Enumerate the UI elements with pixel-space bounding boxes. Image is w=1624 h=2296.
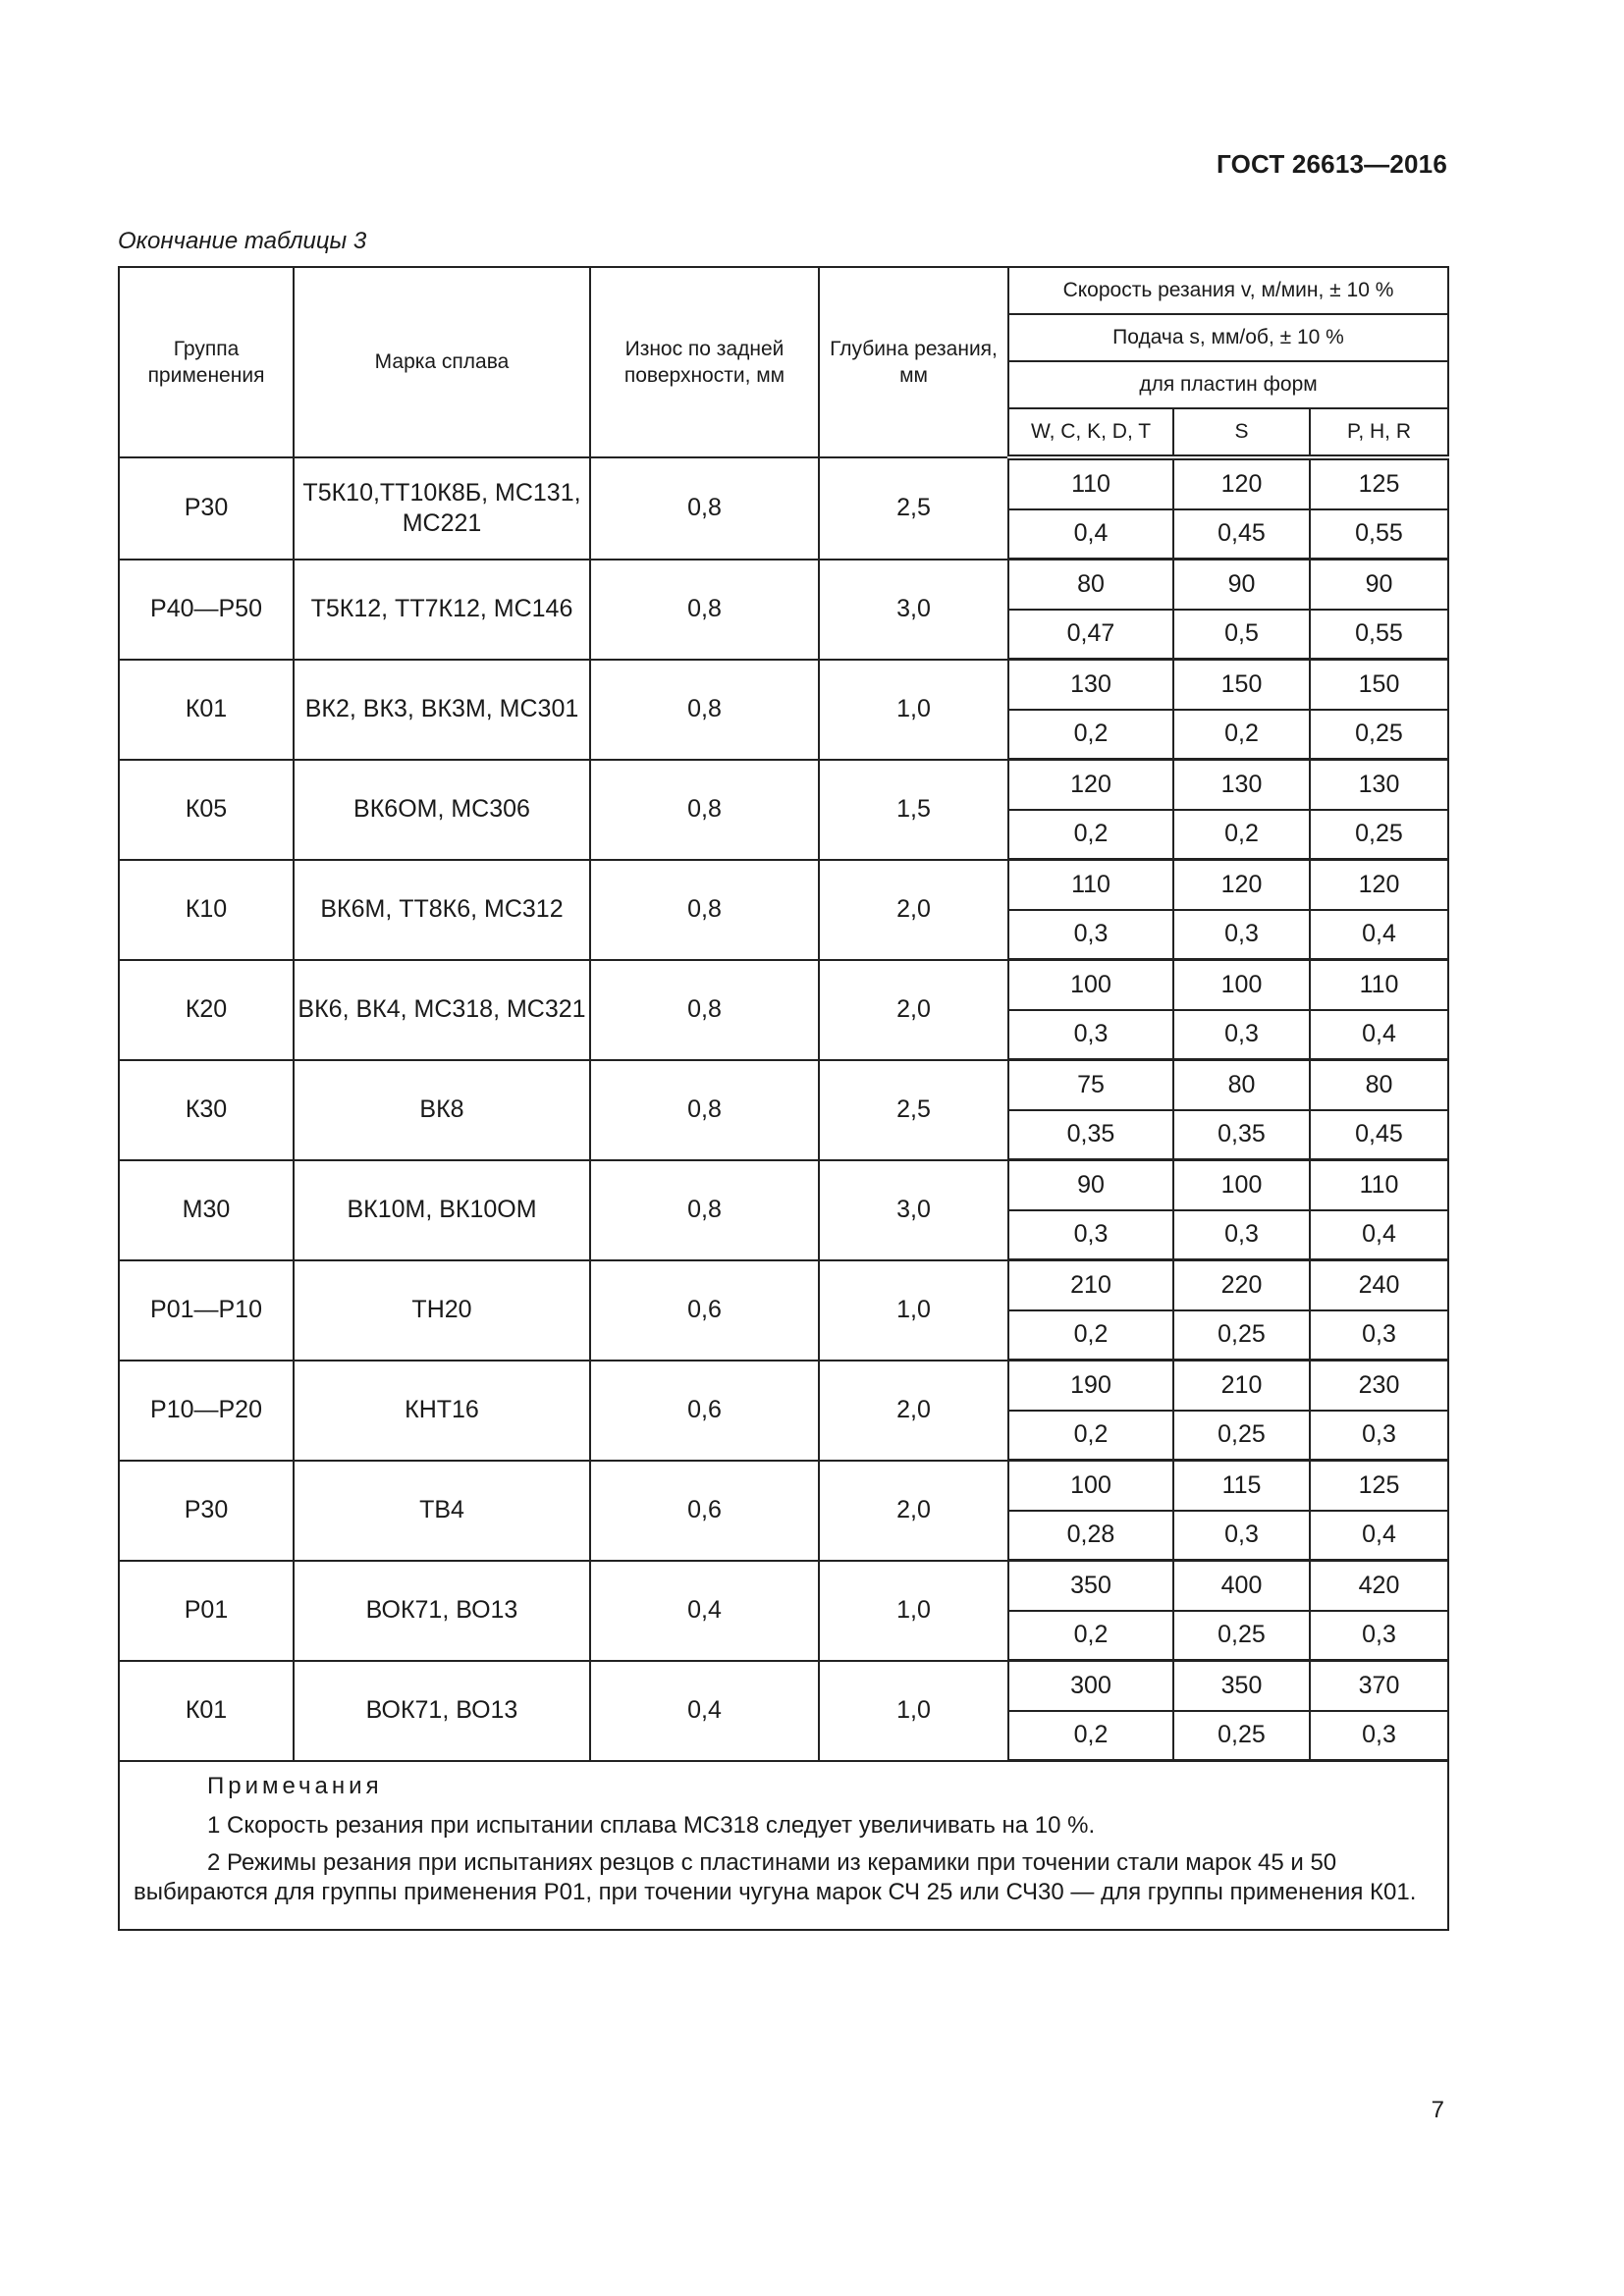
notes-row — [119, 1761, 1448, 1931]
cell-speed: 150 — [1173, 660, 1310, 710]
cell-speed: 120 — [1173, 860, 1310, 910]
cell-feed: 0,35 — [1008, 1110, 1173, 1160]
cell-wear: 0,8 — [590, 760, 819, 860]
cell-feed: 0,2 — [1008, 1711, 1173, 1761]
cell-wear: 0,8 — [590, 560, 819, 660]
note-1: 1 Скорость резания при испытании сплава МС318 следует увеличивать на 10 %. — [207, 1812, 1096, 1839]
cell-depth: 2,0 — [819, 860, 1008, 960]
header-shape-phr: P, H, R — [1310, 408, 1448, 457]
table-row — [119, 1561, 1448, 1611]
cell-speed: 120 — [1008, 760, 1173, 810]
cell-wear: 0,4 — [590, 1561, 819, 1661]
notes-heading: Примечания — [207, 1773, 383, 1799]
cell-feed: 0,25 — [1310, 710, 1448, 760]
cell-speed: 130 — [1008, 660, 1173, 710]
cell-speed: 370 — [1310, 1661, 1448, 1711]
cell-speed: 90 — [1310, 560, 1448, 610]
cell-depth: 3,0 — [819, 560, 1008, 660]
cell-speed: 220 — [1173, 1260, 1310, 1310]
cell-speed: 90 — [1173, 560, 1310, 610]
table-body — [119, 457, 1448, 1930]
table-row — [119, 1060, 1448, 1110]
document-id: ГОСТ 26613—2016 — [1217, 149, 1447, 179]
cell-group: Р40—Р50 — [119, 560, 294, 660]
cell-speed: 80 — [1310, 1060, 1448, 1110]
cell-group: Р10—Р20 — [119, 1361, 294, 1461]
cell-depth: 2,5 — [819, 1060, 1008, 1160]
cell-feed: 0,45 — [1310, 1110, 1448, 1160]
cell-feed: 0,25 — [1173, 1711, 1310, 1761]
cell-feed: 0,4 — [1310, 1210, 1448, 1260]
cell-speed: 350 — [1173, 1661, 1310, 1711]
cell-speed: 125 — [1310, 1461, 1448, 1511]
cell-wear: 0,8 — [590, 960, 819, 1060]
cell-speed: 120 — [1173, 457, 1310, 509]
cell-alloy: ТН20 — [294, 1260, 590, 1361]
cell-speed: 420 — [1310, 1561, 1448, 1611]
cell-feed: 0,55 — [1310, 610, 1448, 660]
cell-depth: 1,5 — [819, 760, 1008, 860]
cell-speed: 150 — [1310, 660, 1448, 710]
header-wear: Износ по задней поверхности, мм — [590, 267, 819, 457]
table-row — [119, 960, 1448, 1010]
cell-feed: 0,3 — [1173, 1511, 1310, 1561]
cell-alloy: Т5К10,ТТ10К8Б, МС131, МС221 — [294, 457, 590, 560]
cell-alloy: ТВ4 — [294, 1461, 590, 1561]
header-group: Группа применения — [119, 267, 294, 457]
table-row — [119, 660, 1448, 710]
header-feed: Подача s, мм/об, ± 10 % — [1008, 314, 1448, 361]
cell-feed: 0,5 — [1173, 610, 1310, 660]
cell-group: К01 — [119, 1661, 294, 1761]
cell-speed: 210 — [1173, 1361, 1310, 1411]
cell-speed: 90 — [1008, 1160, 1173, 1210]
cell-feed: 0,25 — [1173, 1411, 1310, 1461]
cell-depth: 1,0 — [819, 660, 1008, 760]
cell-feed: 0,25 — [1173, 1310, 1310, 1361]
cell-alloy: ВОК71, ВО13 — [294, 1561, 590, 1661]
cell-wear: 0,8 — [590, 660, 819, 760]
cell-speed: 100 — [1008, 960, 1173, 1010]
cell-alloy: ВК6, ВК4, МС318, МС321 — [294, 960, 590, 1060]
cell-group: М30 — [119, 1160, 294, 1260]
page-number: 7 — [1431, 2097, 1444, 2123]
cell-speed: 75 — [1008, 1060, 1173, 1110]
table-row — [119, 760, 1448, 810]
header-shape-wckdt: W, C, K, D, T — [1008, 408, 1173, 457]
cell-feed: 0,2 — [1008, 810, 1173, 860]
cell-depth: 1,0 — [819, 1661, 1008, 1761]
cell-depth: 3,0 — [819, 1160, 1008, 1260]
cell-speed: 100 — [1008, 1461, 1173, 1511]
cell-speed: 400 — [1173, 1561, 1310, 1611]
cell-feed: 0,55 — [1310, 509, 1448, 560]
note-2: 2 Режимы резания при испытаниях резцов с пластинами из керамики при точении стали марок 45 и 50 выбираются для группы применения Р01, при точении чугуна марок СЧ 25 или СЧ30 — для группы применения К01. — [134, 1849, 1417, 1905]
cell-speed: 100 — [1173, 1160, 1310, 1210]
cell-alloy: ВК8 — [294, 1060, 590, 1160]
cell-speed: 130 — [1173, 760, 1310, 810]
cell-alloy: ВК6ОМ, МС306 — [294, 760, 590, 860]
cell-wear: 0,4 — [590, 1661, 819, 1761]
cell-wear: 0,8 — [590, 1060, 819, 1160]
cell-alloy: ВОК71, ВО13 — [294, 1661, 590, 1761]
cell-feed: 0,2 — [1173, 810, 1310, 860]
cell-speed: 120 — [1310, 860, 1448, 910]
cell-feed: 0,3 — [1310, 1611, 1448, 1661]
cell-feed: 0,3 — [1310, 1411, 1448, 1461]
cell-wear: 0,8 — [590, 860, 819, 960]
cell-feed: 0,3 — [1008, 1010, 1173, 1060]
cell-feed: 0,3 — [1310, 1711, 1448, 1761]
cell-depth: 2,0 — [819, 1461, 1008, 1561]
cell-alloy: ВК10М, ВК10ОМ — [294, 1160, 590, 1260]
cell-feed: 0,25 — [1310, 810, 1448, 860]
cell-alloy: ВК6М, ТТ8К6, МС312 — [294, 860, 590, 960]
cell-feed: 0,2 — [1173, 710, 1310, 760]
table-caption: Окончание таблицы 3 — [118, 228, 367, 254]
table-row — [119, 1160, 1448, 1210]
header-alloy: Марка сплава — [294, 267, 590, 457]
cell-feed: 0,2 — [1008, 1310, 1173, 1361]
cell-feed: 0,28 — [1008, 1511, 1173, 1561]
cell-speed: 210 — [1008, 1260, 1173, 1310]
table-row — [119, 560, 1448, 610]
cell-feed: 0,2 — [1008, 710, 1173, 760]
cell-wear: 0,6 — [590, 1260, 819, 1361]
cell-feed: 0,3 — [1008, 1210, 1173, 1260]
table-row — [119, 1461, 1448, 1511]
cell-depth: 1,0 — [819, 1561, 1008, 1661]
cell-feed: 0,2 — [1008, 1611, 1173, 1661]
header-shape-s: S — [1173, 408, 1310, 457]
notes-cell — [119, 1761, 1448, 1931]
cutting-modes-table — [118, 266, 1449, 1931]
table-row — [119, 860, 1448, 910]
cell-group: Р30 — [119, 457, 294, 560]
cell-depth: 2,5 — [819, 457, 1008, 560]
cell-alloy: ВК2, ВК3, ВК3М, МС301 — [294, 660, 590, 760]
cell-group: К01 — [119, 660, 294, 760]
cell-group: Р01—Р10 — [119, 1260, 294, 1361]
cell-group: К20 — [119, 960, 294, 1060]
table-row — [119, 1260, 1448, 1310]
cell-alloy: КНТ16 — [294, 1361, 590, 1461]
cell-feed: 0,3 — [1173, 910, 1310, 960]
cell-wear: 0,6 — [590, 1461, 819, 1561]
cell-speed: 130 — [1310, 760, 1448, 810]
cell-group: Р01 — [119, 1561, 294, 1661]
cell-speed: 110 — [1310, 960, 1448, 1010]
cell-feed: 0,4 — [1008, 509, 1173, 560]
cell-speed: 300 — [1008, 1661, 1173, 1711]
header-speed: Скорость резания v, м/мин, ± 10 % — [1008, 267, 1448, 314]
table-row — [119, 1361, 1448, 1411]
table-row — [119, 1661, 1448, 1711]
cell-wear: 0,6 — [590, 1361, 819, 1461]
cell-group: К05 — [119, 760, 294, 860]
cell-feed: 0,47 — [1008, 610, 1173, 660]
cell-feed: 0,2 — [1008, 1411, 1173, 1461]
cell-feed: 0,3 — [1173, 1010, 1310, 1060]
cell-feed: 0,3 — [1310, 1310, 1448, 1361]
cell-feed: 0,3 — [1173, 1210, 1310, 1260]
cell-wear: 0,8 — [590, 1160, 819, 1260]
cell-speed: 350 — [1008, 1561, 1173, 1611]
cell-feed: 0,45 — [1173, 509, 1310, 560]
cell-speed: 125 — [1310, 457, 1448, 509]
cell-alloy: Т5К12, ТТ7К12, МС146 — [294, 560, 590, 660]
cell-feed: 0,4 — [1310, 1010, 1448, 1060]
cell-depth: 1,0 — [819, 1260, 1008, 1361]
cell-speed: 110 — [1008, 457, 1173, 509]
cell-feed: 0,35 — [1173, 1110, 1310, 1160]
cell-feed: 0,3 — [1008, 910, 1173, 960]
cell-speed: 80 — [1173, 1060, 1310, 1110]
cell-feed: 0,25 — [1173, 1611, 1310, 1661]
table-row — [119, 457, 1448, 509]
cell-group: К10 — [119, 860, 294, 960]
cell-wear: 0,8 — [590, 457, 819, 560]
cell-feed: 0,4 — [1310, 910, 1448, 960]
cell-speed: 190 — [1008, 1361, 1173, 1411]
cell-speed: 80 — [1008, 560, 1173, 610]
cell-depth: 2,0 — [819, 1361, 1008, 1461]
cell-speed: 110 — [1008, 860, 1173, 910]
cell-speed: 115 — [1173, 1461, 1310, 1511]
cell-group: Р30 — [119, 1461, 294, 1561]
header-depth: Глубина резания, мм — [819, 267, 1008, 457]
cell-group: К30 — [119, 1060, 294, 1160]
cell-speed: 240 — [1310, 1260, 1448, 1310]
cell-speed: 230 — [1310, 1361, 1448, 1411]
cell-speed: 100 — [1173, 960, 1310, 1010]
cell-feed: 0,4 — [1310, 1511, 1448, 1561]
header-shapes-title: для пластин форм — [1008, 361, 1448, 408]
cell-depth: 2,0 — [819, 960, 1008, 1060]
cell-speed: 110 — [1310, 1160, 1448, 1210]
